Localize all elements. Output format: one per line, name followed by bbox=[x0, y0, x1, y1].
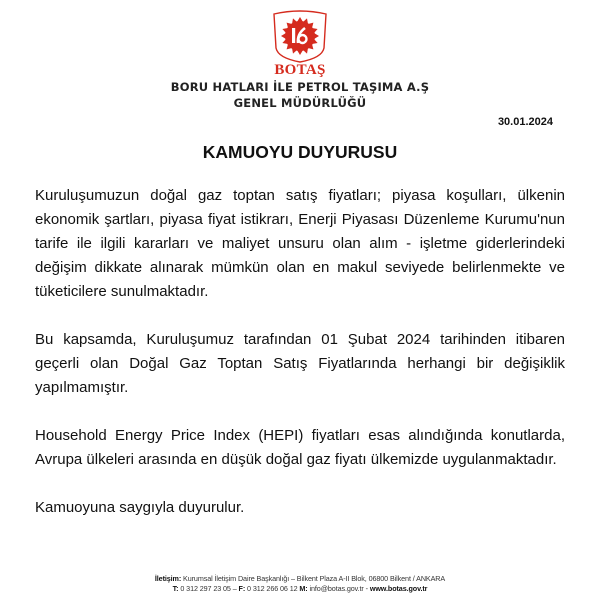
logo bbox=[0, 8, 600, 69]
contact-address: Kurumsal İletişim Daire Başkanlığı – Bilkent Plaza A-II Blok, 06800 Bilkent / ANKARA bbox=[183, 574, 446, 583]
botas-logo-icon bbox=[270, 8, 330, 64]
phone-label: T: bbox=[172, 584, 179, 593]
organization-subtitle: GENEL MÜDÜRLÜĞÜ bbox=[233, 96, 367, 110]
phone-number: 0 312 297 23 05 – bbox=[180, 584, 237, 593]
mail-label: M: bbox=[299, 584, 308, 593]
contact-label: İletişim: bbox=[154, 574, 182, 583]
email-link[interactable]: info@botas.gov.tr - bbox=[309, 584, 368, 593]
website-link[interactable]: www.botas.gov.tr bbox=[369, 584, 428, 593]
organization-name: BORU HATLARI İLE PETROL TAŞIMA A.Ş bbox=[170, 80, 430, 94]
footer-address-line bbox=[0, 574, 600, 584]
paragraph: Bu kapsamda, Kuruluşumuz tarafından 01 Şubat 2024 tarihinden itibaren geçerli olan Doğal Gaz Toptan Satış Fiyatlarında herhangi bir değişiklik yapılmamıştır. bbox=[35, 331, 565, 396]
paragraph: Kuruluşumuzun doğal gaz toptan satış fiyatları; piyasa koşulları, ülkenin ekonomik şartları, piyasa fiyat istikrarı, Enerji Piyasası Düzenleme Kurumu'nun tarife ile ilgili kararları ve maliyet unsuru olan alım - işletme giderlerindeki değişim dikkate alınarak mümkün olan en makul seviyede belirlenmekte ve tüketicilere sunulmaktadır. bbox=[35, 187, 565, 300]
page-title: KAMUOYU DUYURUSU bbox=[202, 142, 398, 162]
brand-name: BOTAŞ bbox=[274, 62, 326, 78]
closing-line: Kamuoyuna saygıyla duyurulur. bbox=[35, 499, 245, 516]
announcement-date: 30.01.2024 bbox=[497, 116, 553, 128]
paragraph: Household Energy Price Index (HEPI) fiyatları esas alındığında konutlarda, Avrupa ülkeleri arasında en düşük doğal gaz fiyatı ülkemizde uygulanmaktadır. bbox=[35, 427, 565, 468]
footer-phone-line bbox=[0, 584, 600, 594]
announcement-body bbox=[35, 184, 565, 544]
footer-contact bbox=[0, 574, 600, 594]
fax-label: F: bbox=[238, 584, 246, 593]
fax-number: 0 312 266 06 12 bbox=[247, 584, 298, 593]
